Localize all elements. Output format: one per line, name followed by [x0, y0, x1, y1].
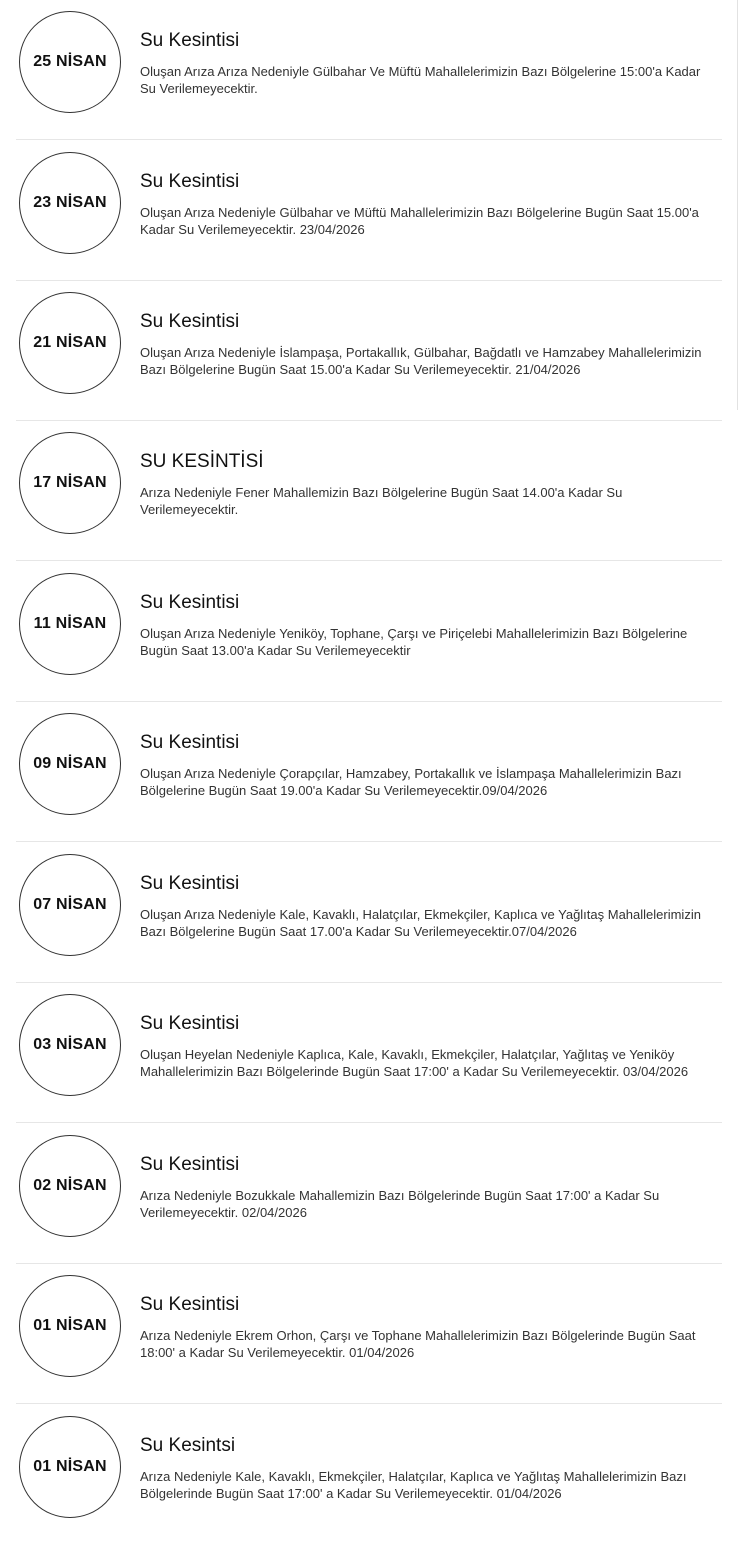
- item-description: Oluşan Arıza Nedeniyle Gülbahar ve Müftü Mahallelerimizin Bazı Bölgelerine Bugün Saat 15.00'a Kadar Su Verilemeyecektir. 23/04/2026: [140, 205, 699, 237]
- item-description: Oluşan Arıza Nedeniyle İslampaşa, Portakallık, Gülbahar, Bağdatlı ve Hamzabey Mahallelerimizin Bazı Bölgelerine Bugün Saat 15.00'a Kadar Su Verilemeyecektir. 21/04/2026: [140, 345, 702, 377]
- list-item[interactable]: [0, 702, 722, 842]
- date-badge[interactable]: 07 NİSAN: [19, 854, 121, 956]
- list-item[interactable]: [0, 562, 722, 702]
- item-description: Oluşan Arıza Nedeniyle Kale, Kavaklı, Halatçılar, Ekmekçiler, Kaplıca ve Yağlıtaş Mahallelerimizin Bazı Bölgelerine Bugün Saat 17.00'a Kadar Su Verilemeyecektir.07/04/2026: [140, 907, 701, 939]
- item-content: [140, 873, 715, 940]
- item-description: Arıza Nedeniyle Ekrem Orhon, Çarşı ve Tophane Mahallelerimizin Bazı Bölgelerinde Bugün Saat 18:00' a Kadar Su Verilemeyecektir. 01/04/2026: [140, 1328, 696, 1360]
- date-badge[interactable]: 01 NİSAN: [19, 1416, 121, 1518]
- list-item[interactable]: [0, 421, 722, 561]
- item-title[interactable]: Su Kesintisi: [140, 311, 240, 332]
- item-content: [140, 1154, 715, 1221]
- item-title[interactable]: Su Kesintisi: [140, 592, 240, 613]
- item-description: Arıza Nedeniyle Fener Mahallemizin Bazı Bölgelerine Bugün Saat 14.00'a Kadar Su Verilemeyecektir.: [140, 485, 623, 517]
- item-description: Arıza Nedeniyle Bozukkale Mahallemizin Bazı Bölgelerinde Bugün Saat 17:00' a Kadar Su Verilemeyecektir. 02/04/2026: [140, 1188, 660, 1220]
- item-title[interactable]: Su Kesintisi: [140, 1294, 240, 1315]
- item-description: Oluşan Heyelan Nedeniyle Kaplıca, Kale, Kavaklı, Ekmekçiler, Halatçılar, Yağlıtaş ve Yeniköy Mahallelerimizin Bazı Bölgelerinde Bugün Saat 17:00' a Kadar Su Verilemeyecektir. 03/04/2026: [140, 1047, 689, 1079]
- date-badge[interactable]: 03 NİSAN: [19, 994, 121, 1096]
- date-badge[interactable]: 02 NİSAN: [19, 1135, 121, 1237]
- item-content: [140, 732, 715, 799]
- item-title[interactable]: Su Kesintisi: [140, 873, 240, 894]
- date-badge[interactable]: 11 NİSAN: [19, 573, 121, 675]
- date-badge[interactable]: 23 NİSAN: [19, 152, 121, 254]
- item-description: Arıza Nedeniyle Kale, Kavaklı, Ekmekçiler, Halatçılar, Kaplıca ve Yağlıtaş Mahallelerimizin Bazı Bölgelerinde Bugün Saat 17:00' a Kadar Su Verilemeyecektir. 01/04/2026: [140, 1469, 687, 1501]
- item-description: Oluşan Arıza Nedeniyle Yeniköy, Tophane, Çarşı ve Piriçelebi Mahallelerimizin Bazı Bölgelerine Bugün Saat 13.00'a Kadar Su Verilemeyecektir: [140, 626, 688, 658]
- item-description: Oluşan Arıza Nedeniyle Çorapçılar, Hamzabey, Portakallık ve İslampaşa Mahallelerimizin Bazı Bölgelerine Bugün Saat 19.00'a Kadar Su Verilemeyecektir.09/04/2026: [140, 766, 682, 798]
- item-title[interactable]: Su Kesintisi: [140, 171, 240, 192]
- item-title[interactable]: SU KESİNTİSİ: [140, 451, 264, 472]
- list-item[interactable]: [0, 0, 722, 140]
- list-item[interactable]: [0, 1405, 722, 1545]
- item-title[interactable]: Su Kesintisi: [140, 30, 240, 51]
- scrollbar-track[interactable]: [737, 0, 738, 410]
- item-content: [140, 311, 715, 378]
- date-badge[interactable]: 01 NİSAN: [19, 1275, 121, 1377]
- item-content: [140, 30, 715, 97]
- list-item[interactable]: [0, 1264, 722, 1404]
- item-content: [140, 592, 715, 659]
- item-content: [140, 171, 715, 238]
- item-description: Oluşan Arıza Arıza Nedeniyle Gülbahar Ve Müftü Mahallelerimizin Bazı Bölgelerine 15:00'a Kadar Su Verilemeyecektir.: [140, 64, 701, 96]
- list-item[interactable]: [0, 983, 722, 1123]
- item-content: [140, 1013, 715, 1080]
- item-content: [140, 451, 715, 518]
- item-content: [140, 1435, 715, 1502]
- item-title[interactable]: Su Kesintsi: [140, 1435, 236, 1456]
- date-badge[interactable]: 09 NİSAN: [19, 713, 121, 815]
- list-item[interactable]: [0, 843, 722, 983]
- date-badge[interactable]: 25 NİSAN: [19, 11, 121, 113]
- list-item[interactable]: [0, 1124, 722, 1264]
- date-badge[interactable]: 17 NİSAN: [19, 432, 121, 534]
- item-title[interactable]: Su Kesintisi: [140, 1154, 240, 1175]
- list-item[interactable]: [0, 281, 722, 421]
- list-item[interactable]: [0, 141, 722, 281]
- item-content: [140, 1294, 715, 1361]
- date-badge[interactable]: 21 NİSAN: [19, 292, 121, 394]
- item-title[interactable]: Su Kesintisi: [140, 732, 240, 753]
- item-title[interactable]: Su Kesintisi: [140, 1013, 240, 1034]
